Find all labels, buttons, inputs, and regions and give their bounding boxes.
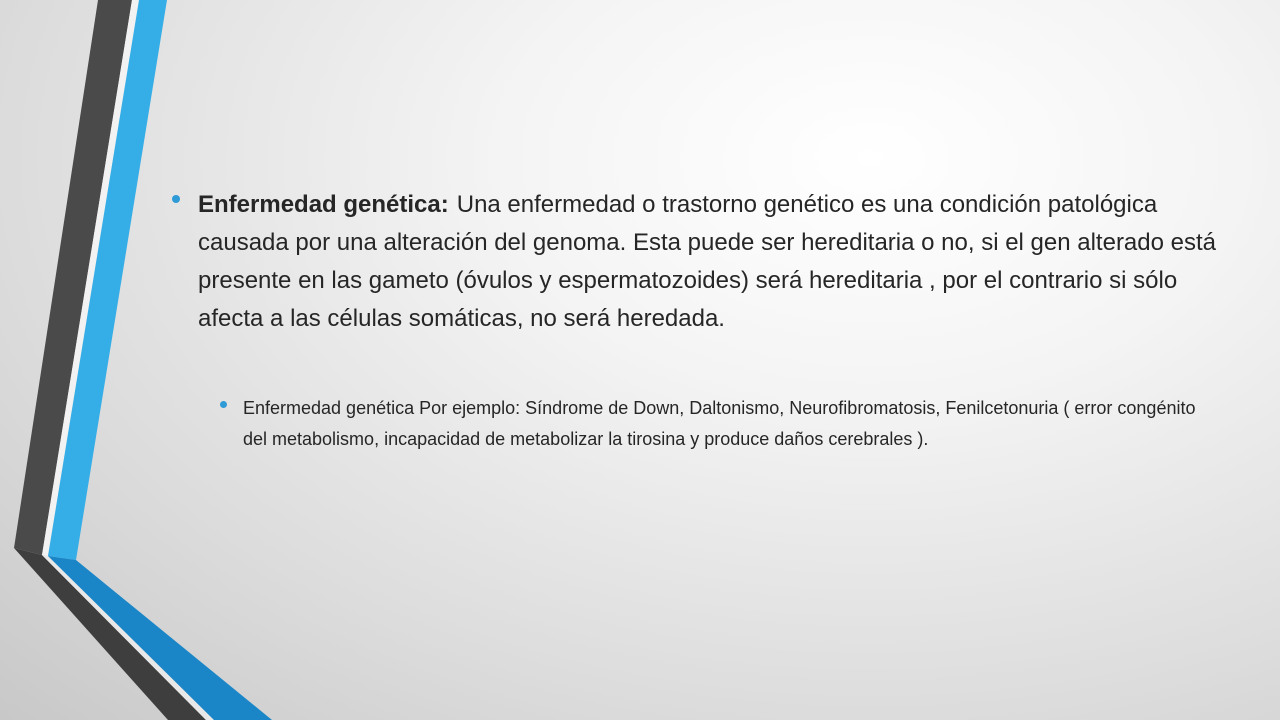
bullet-dot [220,401,227,408]
bullet-dot [172,195,180,203]
sub-bullet [243,393,1223,455]
bullet-text: Una enfermedad o trastorno genético es una condición patológica causada por una alteración del genoma. Esta puede ser hereditaria o no, si el gen alterado está presente en las gameto (óvulos y espermatozoides) será hereditaria , por el contrario si sólo afecta a las células somáticas, no será heredada. [198,191,1217,332]
main-bullet [198,186,1228,338]
sub-bullet-text: Enfermedad genética Por ejemplo: Síndrome de Down, Daltonismo, Neurofibromatosis, Fenilcetonuria ( error congénito del metabolismo, incapacidad de metabolizar la tirosina y produce daños cerebrales ). [243,398,1196,449]
bullet-term: Enfermedad genética: [198,191,449,218]
